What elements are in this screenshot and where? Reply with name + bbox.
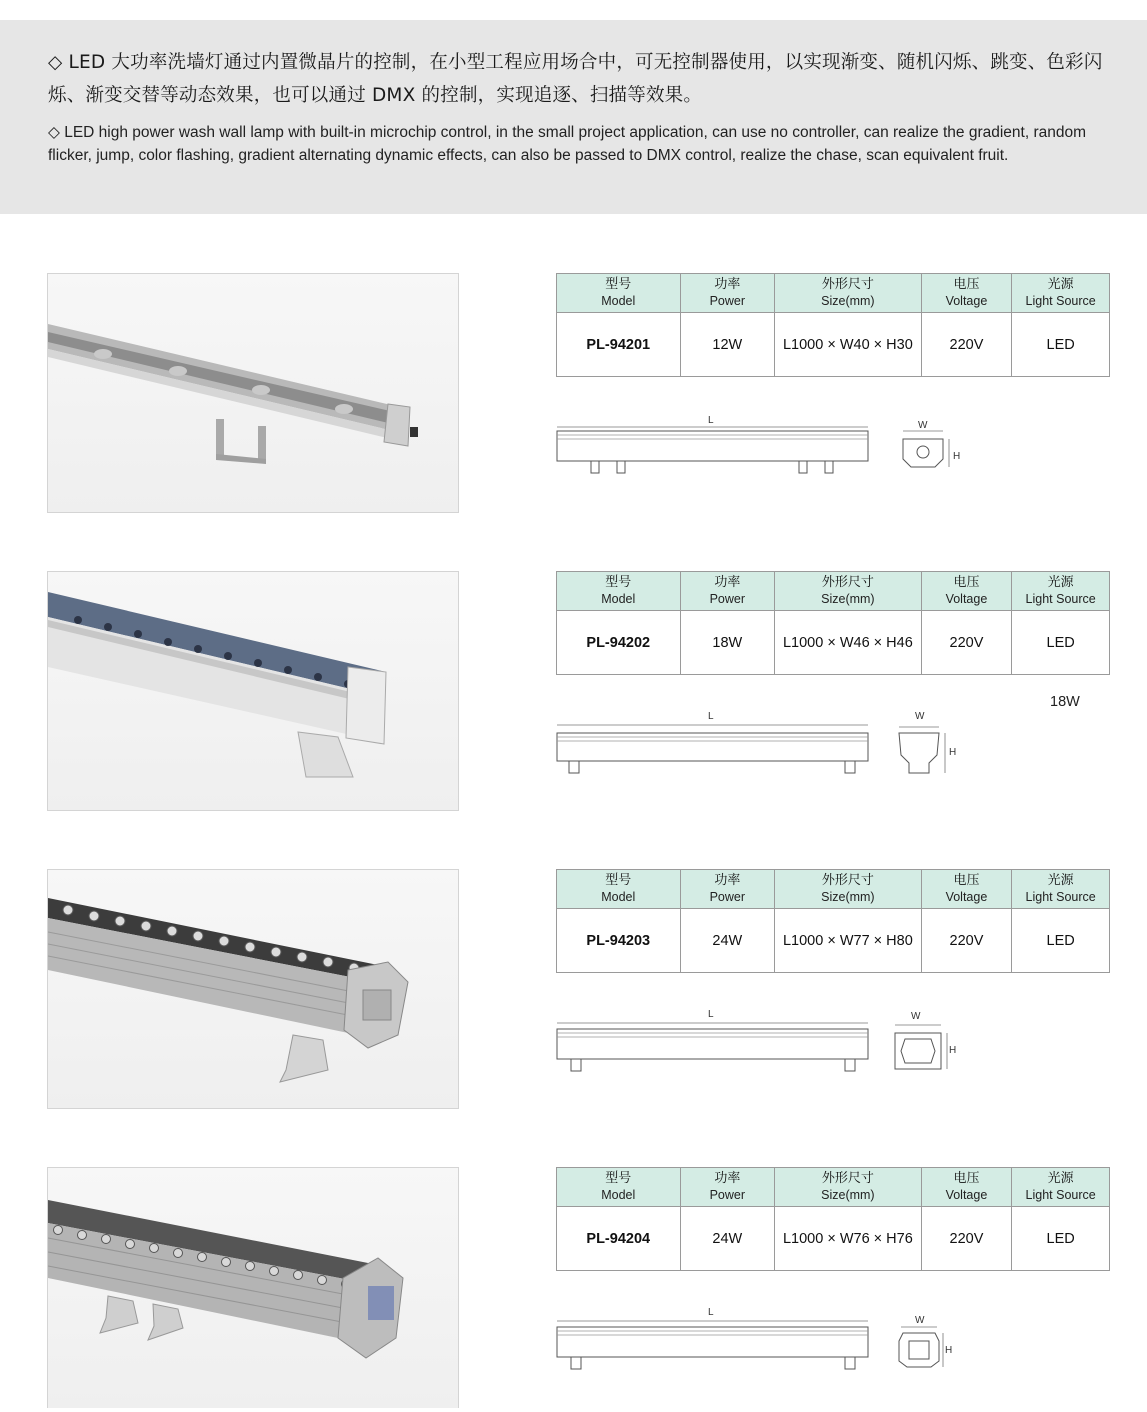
product-photo-1: [47, 273, 459, 513]
header-model: 型号 Model: [557, 274, 681, 313]
table-row: [557, 313, 1110, 377]
height-label: H: [949, 747, 957, 758]
dimension-drawing-4: [553, 1307, 973, 1387]
extra-power-note: 18W: [1050, 694, 1080, 710]
intro-chinese-text: ◇ LED 大功率洗墙灯通过内置微晶片的控制，在小型工程应用场合中，可无控制器使用，以实现渐变、随机闪烁、跳变、色彩闪烁、渐变交替等动态效果，也可以通过 DMX 的控制，实现追逐、扫描等效果。: [48, 52, 1103, 106]
cell-model: PL-94204: [557, 1207, 681, 1271]
height-label: H: [949, 1045, 957, 1056]
header-voltage: 电压 Voltage: [921, 572, 1012, 611]
header-power: 功率 Power: [680, 274, 775, 313]
spec-table-1: [556, 273, 1110, 377]
width-label: W: [911, 1011, 921, 1022]
header-light-source: 光源 Light Source: [1012, 274, 1110, 313]
intro-english-text: ◇ LED high power wash wall lamp with built-in microchip control, in the small project application, can use no controller, can realize the gradient, random flicker, jump, color flashing, gradient alternating dynamic effects, can also be passed to DMX control, realize the chase, scan equivalent fruit.: [48, 124, 1087, 164]
cell-voltage: 220V: [921, 909, 1012, 973]
header-voltage: 电压 Voltage: [921, 870, 1012, 909]
header-light-source: 光源 Light Source: [1012, 572, 1110, 611]
header-power: 功率 Power: [680, 572, 775, 611]
length-label: L: [708, 711, 714, 722]
cell-power: 12W: [680, 313, 775, 377]
width-label: W: [915, 1315, 925, 1326]
header-voltage: 电压 Voltage: [921, 274, 1012, 313]
table-row: [557, 611, 1110, 675]
cell-source: LED: [1012, 611, 1110, 675]
spec-table-2: [556, 571, 1110, 675]
product-photo-2: [47, 571, 459, 811]
width-label: W: [918, 420, 928, 431]
dimension-drawing-2: [553, 711, 973, 791]
header-power: 功率 Power: [680, 870, 775, 909]
dimension-drawing-1: [553, 415, 973, 495]
spec-table-3: [556, 869, 1110, 973]
header-light-source: 光源 Light Source: [1012, 1168, 1110, 1207]
product-photo-3: [47, 869, 459, 1109]
cell-model: PL-94203: [557, 909, 681, 973]
length-label: L: [708, 1307, 714, 1318]
cell-power: 24W: [680, 909, 775, 973]
cell-model: PL-94201: [557, 313, 681, 377]
cell-power: 24W: [680, 1207, 775, 1271]
header-size: 外形尺寸 Size(mm): [775, 870, 921, 909]
product-section-2: [0, 571, 1147, 816]
cell-size: L1000 × W76 × H76: [775, 1207, 921, 1271]
cell-source: LED: [1012, 909, 1110, 973]
header-size: 外形尺寸 Size(mm): [775, 274, 921, 313]
header-power: 功率 Power: [680, 1168, 775, 1207]
product-section-4: [0, 1167, 1147, 1412]
length-label: L: [708, 415, 714, 426]
product-photo-4: [47, 1167, 459, 1408]
product-section-3: [0, 869, 1147, 1114]
length-label: L: [708, 1009, 714, 1020]
header-light-source: 光源 Light Source: [1012, 870, 1110, 909]
cell-size: L1000 × W46 × H46: [775, 611, 921, 675]
header-model: 型号 Model: [557, 870, 681, 909]
header-voltage: 电压 Voltage: [921, 1168, 1012, 1207]
spec-table-4: [556, 1167, 1110, 1271]
intro-panel: [0, 20, 1147, 214]
cell-model: PL-94202: [557, 611, 681, 675]
cell-size: L1000 × W40 × H30: [775, 313, 921, 377]
table-row: [557, 1207, 1110, 1271]
cell-source: LED: [1012, 313, 1110, 377]
width-label: W: [915, 711, 925, 722]
header-model: 型号 Model: [557, 1168, 681, 1207]
table-row: [557, 909, 1110, 973]
cell-voltage: 220V: [921, 611, 1012, 675]
height-label: H: [945, 1345, 953, 1356]
dimension-drawing-3: [553, 1009, 973, 1089]
header-size: 外形尺寸 Size(mm): [775, 572, 921, 611]
header-size: 外形尺寸 Size(mm): [775, 1168, 921, 1207]
product-section-1: [0, 273, 1147, 518]
cell-power: 18W: [680, 611, 775, 675]
cell-voltage: 220V: [921, 313, 1012, 377]
cell-voltage: 220V: [921, 1207, 1012, 1271]
cell-source: LED: [1012, 1207, 1110, 1271]
cell-size: L1000 × W77 × H80: [775, 909, 921, 973]
height-label: H: [953, 451, 961, 462]
header-model: 型号 Model: [557, 572, 681, 611]
